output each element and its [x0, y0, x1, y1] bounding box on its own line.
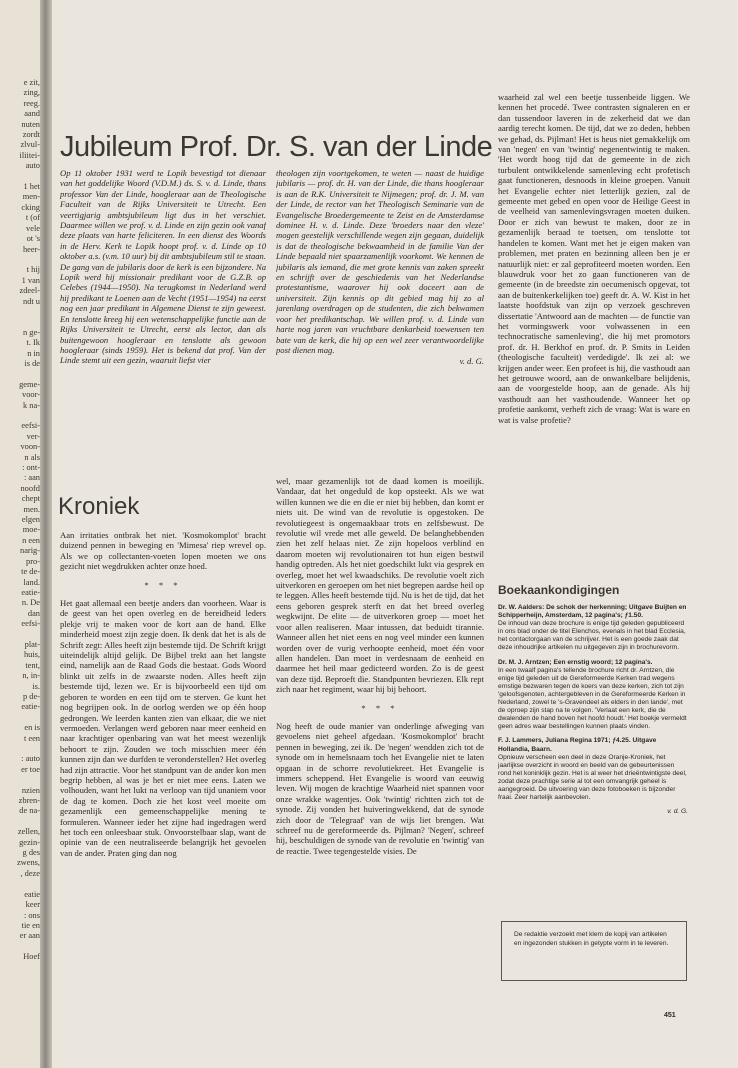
book-gutter [40, 0, 52, 1068]
kroniek-text-3: Nog heeft de oude manier van onderlinge afweging van gevoelens niet geheel afgedaan. 'Kosmokomplot' bracht pennen in beweging, zei ik. De 'negen' wendden zich tot de synode om in hemelsnaam toch het Evangelie niet te laten opgaan in de schorre revolutiekreet. Het Evangelie is immers scheppend. Het Evangelie is woord van eeuwig leven. Wij mogen de krachtige Waarheid niet spannen voor onze wrakke wagentjes. Ook 'twintig' richtten zich tot de synode. Zij vonden het huiveringwekkend, dat de synode zich door de 'Telegraaf' van de wijs liet brengen. Wat schreef nu de gereformeerde ds. Pijlman? 'Negen', schreef hij, beschuldigen de synode van de revolutie en 'twintig' van de reactie. Twee tegengestelde visies. De [276, 720, 484, 856]
kroniek-column-3 [498, 92, 690, 476]
article-title-jubileum: Jubileum Prof. Dr. S. van der Linde [60, 131, 493, 163]
book-announcements [498, 604, 688, 816]
jubileum-text-1: Op 11 oktober 1931 werd te Lopik bevestigd tot dienaar van het goddelijke Woord (V.D.M.) ds. S. v. d. Linde, thans professor Van der Linde, hoogleraar aan de Theologische Faculteit van de Rijks Universiteit te Utrecht. Een veertigjarig ambtsjubileum ligt dus in het verschiet. Daarmee willen we prof. v. d. Linde en zijn gezin ook vanaf deze plaats van harte feliciteren. In een dienst des Woords in de Herv. Kerk te Lopik hoopt prof. v. d. Linde op 10 oktober a.s. (v.m. 10 uur) bij dit ambtsjubileum stil te staan. De gang van de jubilaris door de kerk is een bijzondere. Na Lopik werd hij missionair predikant voor de G.Z.B. op Celebes (1944—1950). Na terugkomst in Nederland werd hij predikant te Loenen aan de Vecht (1951—1954) na eerst nog een jaar predikant in Algemene Dienst te zijn geweest. En tenslotte kreeg hij een wetenschappelijke functie aan de Rijks Universiteit te Utrecht, eerst als lector, dan als buitengewoon hoogleraar en tenslotte als gewoon hoogleraar (sinds 1959). Het is bekend dat prof. Van der Linde stemt uit een gezin, waaruit liefst vier [60, 168, 266, 366]
kroniek-intro: Aan irritaties ontbrak het niet. 'Kosmokomplot' bracht duizend pennen in beweging en 'Mimesa' riep wrevel op. Als we op collectanten-voeten lopen moeten we ons gezicht niet wegdrukken achter onze hoed. [60, 530, 266, 572]
books-signature: v. d. G. [667, 808, 688, 816]
page-number: 451 [664, 1012, 676, 1019]
books-heading: Boekaankondigingen [498, 583, 620, 597]
previous-page-edge [0, 0, 42, 1068]
jubileum-signature: v. d. G. [459, 356, 484, 367]
book-3-title: F. J. Lammers, Juliana Regina 1971; ƒ4.25. Uitgave Hollandia, Baarn. [498, 737, 657, 753]
book-2-text: In een twaalf pagina's tellende brochure richt dr. Arntzen, die enige tijd geleden uit de Gereformeerde Kerken trad wegens ernstige bezwaren tegen de koers van deze kerken, zich tot zijn 'geloofsgenoten, achtergebleven in de Gereformeerde Kerken in Nederland, zowel te 's-Gravendeel als elders in den lande', met de oproep zijn stap na te volgen. 'Verlaat een kerk, die de dwalenden de hand boven het hoofd houdt.' Het boekje vermeldt geen adres waar bestellingen kunnen plaats vinden. [498, 666, 687, 731]
jubileum-text-2: theologen zijn voortgekomen, te weten — naast de huidige jubilaris — prof. dr. H. van der Linde, die thans hoogleraar is aan de R.K. Universiteit te Nijmegen; prof. dr. J. M. van der Linde, de rector van het Theologisch Seminarie van de Evangelische Broedergemeente te Zeist en de Amsterdamse dominee H. v. d. Linde. Deze 'broeders naar den vleze' mogen geestelijk verschillende wegen zijn gegaan, duidelijk is dat de theologische bekwaamheid in de familie Van der Linde bepaald niet spaarzamenlijk voorkomt. We kennen de jubilaris als iemand, die met grote kennis van zaken spreekt en schrijft over de geschiedenis van het Nederlandse protestantisme, waarover hij ook doceert aan de universiteit. Zijn kennis op dit gebied mag hij zo al jarenlang overdragen op de studenten, die zich bekwamen voor het predikantschap. We willen prof. v. d. Linde van harte nog jaren van vruchtbare denkarbeid toewensen ten bate van de kerk, die hij op een wel zeer verantwoordelijke post dienen mag. [276, 168, 484, 355]
book-1 [498, 604, 688, 653]
kroniek-text-2: wel, maar gezamenlijk tot de daad komen is moeilijk. Vandaar, dat het ongeduld de kop opsteekt. Als we wat willen kunnen we die en die er niet bij hebben, dan komt er niets uit. De wind van de revolutie is opgestoken. De revolutiegeest is ongemaakbaar trots en zelfsbewust. De revolutie wil vrede met alle geweld. De belanghebbenden zien het zelf helaas niet. Ze zijn hopeloos verblind en daarom moeten wij revolutionairen tot hun eigen bestwil handig optreden. Als het niet goedschikt lukt via gesprek en overleg, moet het wel kwaadschiks. De revolutie voelt zich uitverkoren en geroepen om het niet begrepen aardse heil op te leggen. Alles heeft bestemde tijd. Nu is het de tijd, dat het eens geboren gesprek sterft en dat het breed overleg wegkwijnt. De elite — de uitverkoren groep — moet het voor allen realiseren. Maar intussen, dat beduidt tirannie. Wanneer allen het niet eens en nog veel minder een kunnen worden over de vurig verhoopte eenheid, moet één voor allen handelen. Dan moet in verdesnaam de eenheid en daarmee het heil maar gedicteerd worden. Zo is de geest van deze tijd. Beproeft die. Standpunten bevriezen. Elk rept zich naar het regiment, waar hij bij behoort. [276, 476, 484, 695]
book-3 [498, 737, 688, 802]
editorial-note-text: De redaktie verzoekt met klem de kopij van artikelen en ingezonden stukken in getypte vorm in te leveren. [514, 931, 669, 947]
jubileum-column-2 [276, 168, 484, 468]
previous-page-text: e zit, zing, reeg. aand nuten zordt zlvul- iliitei- auto 1 het men- cking t (of vele ot 's heer- t hij 1 van zdeel- ndt u n ge- t. Ik n in is de geme- voor- k na- eefsi- ver- voon- n als : ont- : aan noofd chept men. elgen moe- n een narig- pro- te de- land. eatie- n. De dan eefsi- plat- huis, tent, n, in- is. p de- eatie- en is t een : auto er toe nzien zbren- de na- zellen, gezin- g des zwens, , deze eatie keer : ons tie en er aan Hoef [16, 78, 40, 962]
jubileum-column-1 [60, 168, 266, 468]
book-1-text: De inhoud van deze brochure is enige tijd geleden gepubliceerd in ons blad onder de titel Elenchos, evenals in het blad Ecclesia, het contactorgaan van de schrijver. Het is een goede zaak dat deze inhoudrijke artikelen nu uitgegeven zijn in brochurevorm. [498, 620, 686, 652]
editorial-note-box [501, 921, 687, 981]
book-2-title: Dr. M. J. Arntzen; Een ernstig woord; 12 pagina's. [498, 658, 653, 666]
kroniek-text-4: waarheid zal wel een beetje tussenbeide liggen. We kennen het procedé. Twee contrasten signaleren en er dan tussendoor laveren in de zekerheid dat we dan aardig terecht komen. De tijd, dat we zo deden, hebben we gehad, ds. Pijlman! Het is heus niet gemakkelijk om van 'negen' en van 'twintig' negenentwintig te maken. 'Het wordt hoog tijd dat de gemeente in de zich turbulent ontwikkelende samenleving echt profetisch gaat functioneren, desnoods in kleine groepen. Vanuit het Evangelie echter niet letterlijk gezien, zal de gemeente met gebed en open voor de Heilige Geest in de veelheid van samenlevingsvragen moeten duiken. Door er zich van bewust te maken, door ze in gezamenlijk beraad te toetsen, om tenslotte tot handelen te komen. Want met het je eigen maken van problemen, met praten en bezinning alleen ben je er natuurlijk niet: er zal geprofiteerd moeten worden. Een blauwdruk voor het zo gaan functioneren van de gemeente (in de breedste zin oecumenisch opgevat, tot aan de buitenkerkelijken toe) geeft dr. A. W. Kist in het laatste hoofdstuk van zijn op verzoek geschreven dissertatie 'Antwoord aan de machten — de functie van het vormingswerk voor volwassenen in een technocratische samenleving', die hij met promotors prof. dr. H. Berkhof en prof. dr. P. Smits in Leiden (theologische faculteit) verdedigde'. Ik zei al: we krijgen ander weer. Een profeet is hij, die vasthoudt aan het getrouwe woord, aan de onwankelbare belijdenis, aan de voorgestelde hoop, aan de genade. Als hij vasthoudt aan het vasthoudende. Wanneer het op profetie aankomt, verheft zich de vraag: Wat is ware en wat is valse profetie? [498, 92, 690, 425]
article-title-kroniek: Kroniek [58, 493, 140, 520]
book-2 [498, 659, 688, 732]
section-divider: * * * [144, 579, 182, 590]
book-1-title: Dr. W. Aalders: De schok der herkenning; Uitgave Buijten en Schipperheijn, Amsterdam, 12 pagina's; ƒ1.50. [498, 604, 687, 620]
book-3-text: Opnieuw verscheen een deel in deze Oranje-Kroniek, het jaarlijkse overzicht in woord en beeld van de gebeurtenissen rond het koninklijk gezin. Het is al weer het drieëntwintigste deel, zodat deze prachtige serie al tot een omvangrijk geheel is aangegroeid. De uitvoering van deze fotoboeken is bijzonder fraai. Zeer hartelijk aanbevolen. [498, 753, 687, 802]
kroniek-text-1: Het gaat allemaal een beetje anders dan voorheen. Waar is de geest van het open overleg en de bereidheid leders plekje vrij te maken voor de kort aan de hand. Elke minderheid moest zijn zegje doen. Ik denk dat het is als de Schrift zegt: Alles heeft zijn bestemde tijd. De Schrift krijgt uiteindelijk altijd gelijk. De Bijbel trekt aan het langste eind, namelijk aan de Raad Gods die bestaat. Gods Woord blinkt uit zelfs in de zwaarste noden. Alles heeft zijn bestemde tijd, lezen we. Er is bijvoorbeeld een tijd om geboren te worden en een tijd om te sterven. Ge kunt het nog begrijpen ook. In de oorlog werden we op één hoop gedrongen. We leerden kanten zien van elkaar, die we niet vermoeden. Verlangen werd geboren naar meer eenheid en naar krachtiger openbaring van wat het meest wezenlijk behoort te zijn. Zouden we toch misschien meer één kunnen zijn dan we durfden te veronderstellen? Het overleg had zijn attractie. Voor het standpunt van de ander kon men begrip hebben, al was je het er niet mee eens. Laten we volhouden, want het lukt na verloop van tijd unaniem voor de dag te komen. Doch zie het kost veel moeite om gezamenlijk een gemeenschappelijke mening te formuleren. Wanneer ieder het zijne had ingedragen werd het toch een onleesbaar stuk. Onvoorstelbaar slap, want de opinie van de een neutraliseerde belangrijk het gevoelen van de ander. Praten ging dan nog [60, 598, 266, 858]
section-divider-2: * * * [361, 702, 399, 713]
kroniek-column-1 [60, 530, 266, 1006]
kroniek-column-2 [276, 476, 484, 1006]
